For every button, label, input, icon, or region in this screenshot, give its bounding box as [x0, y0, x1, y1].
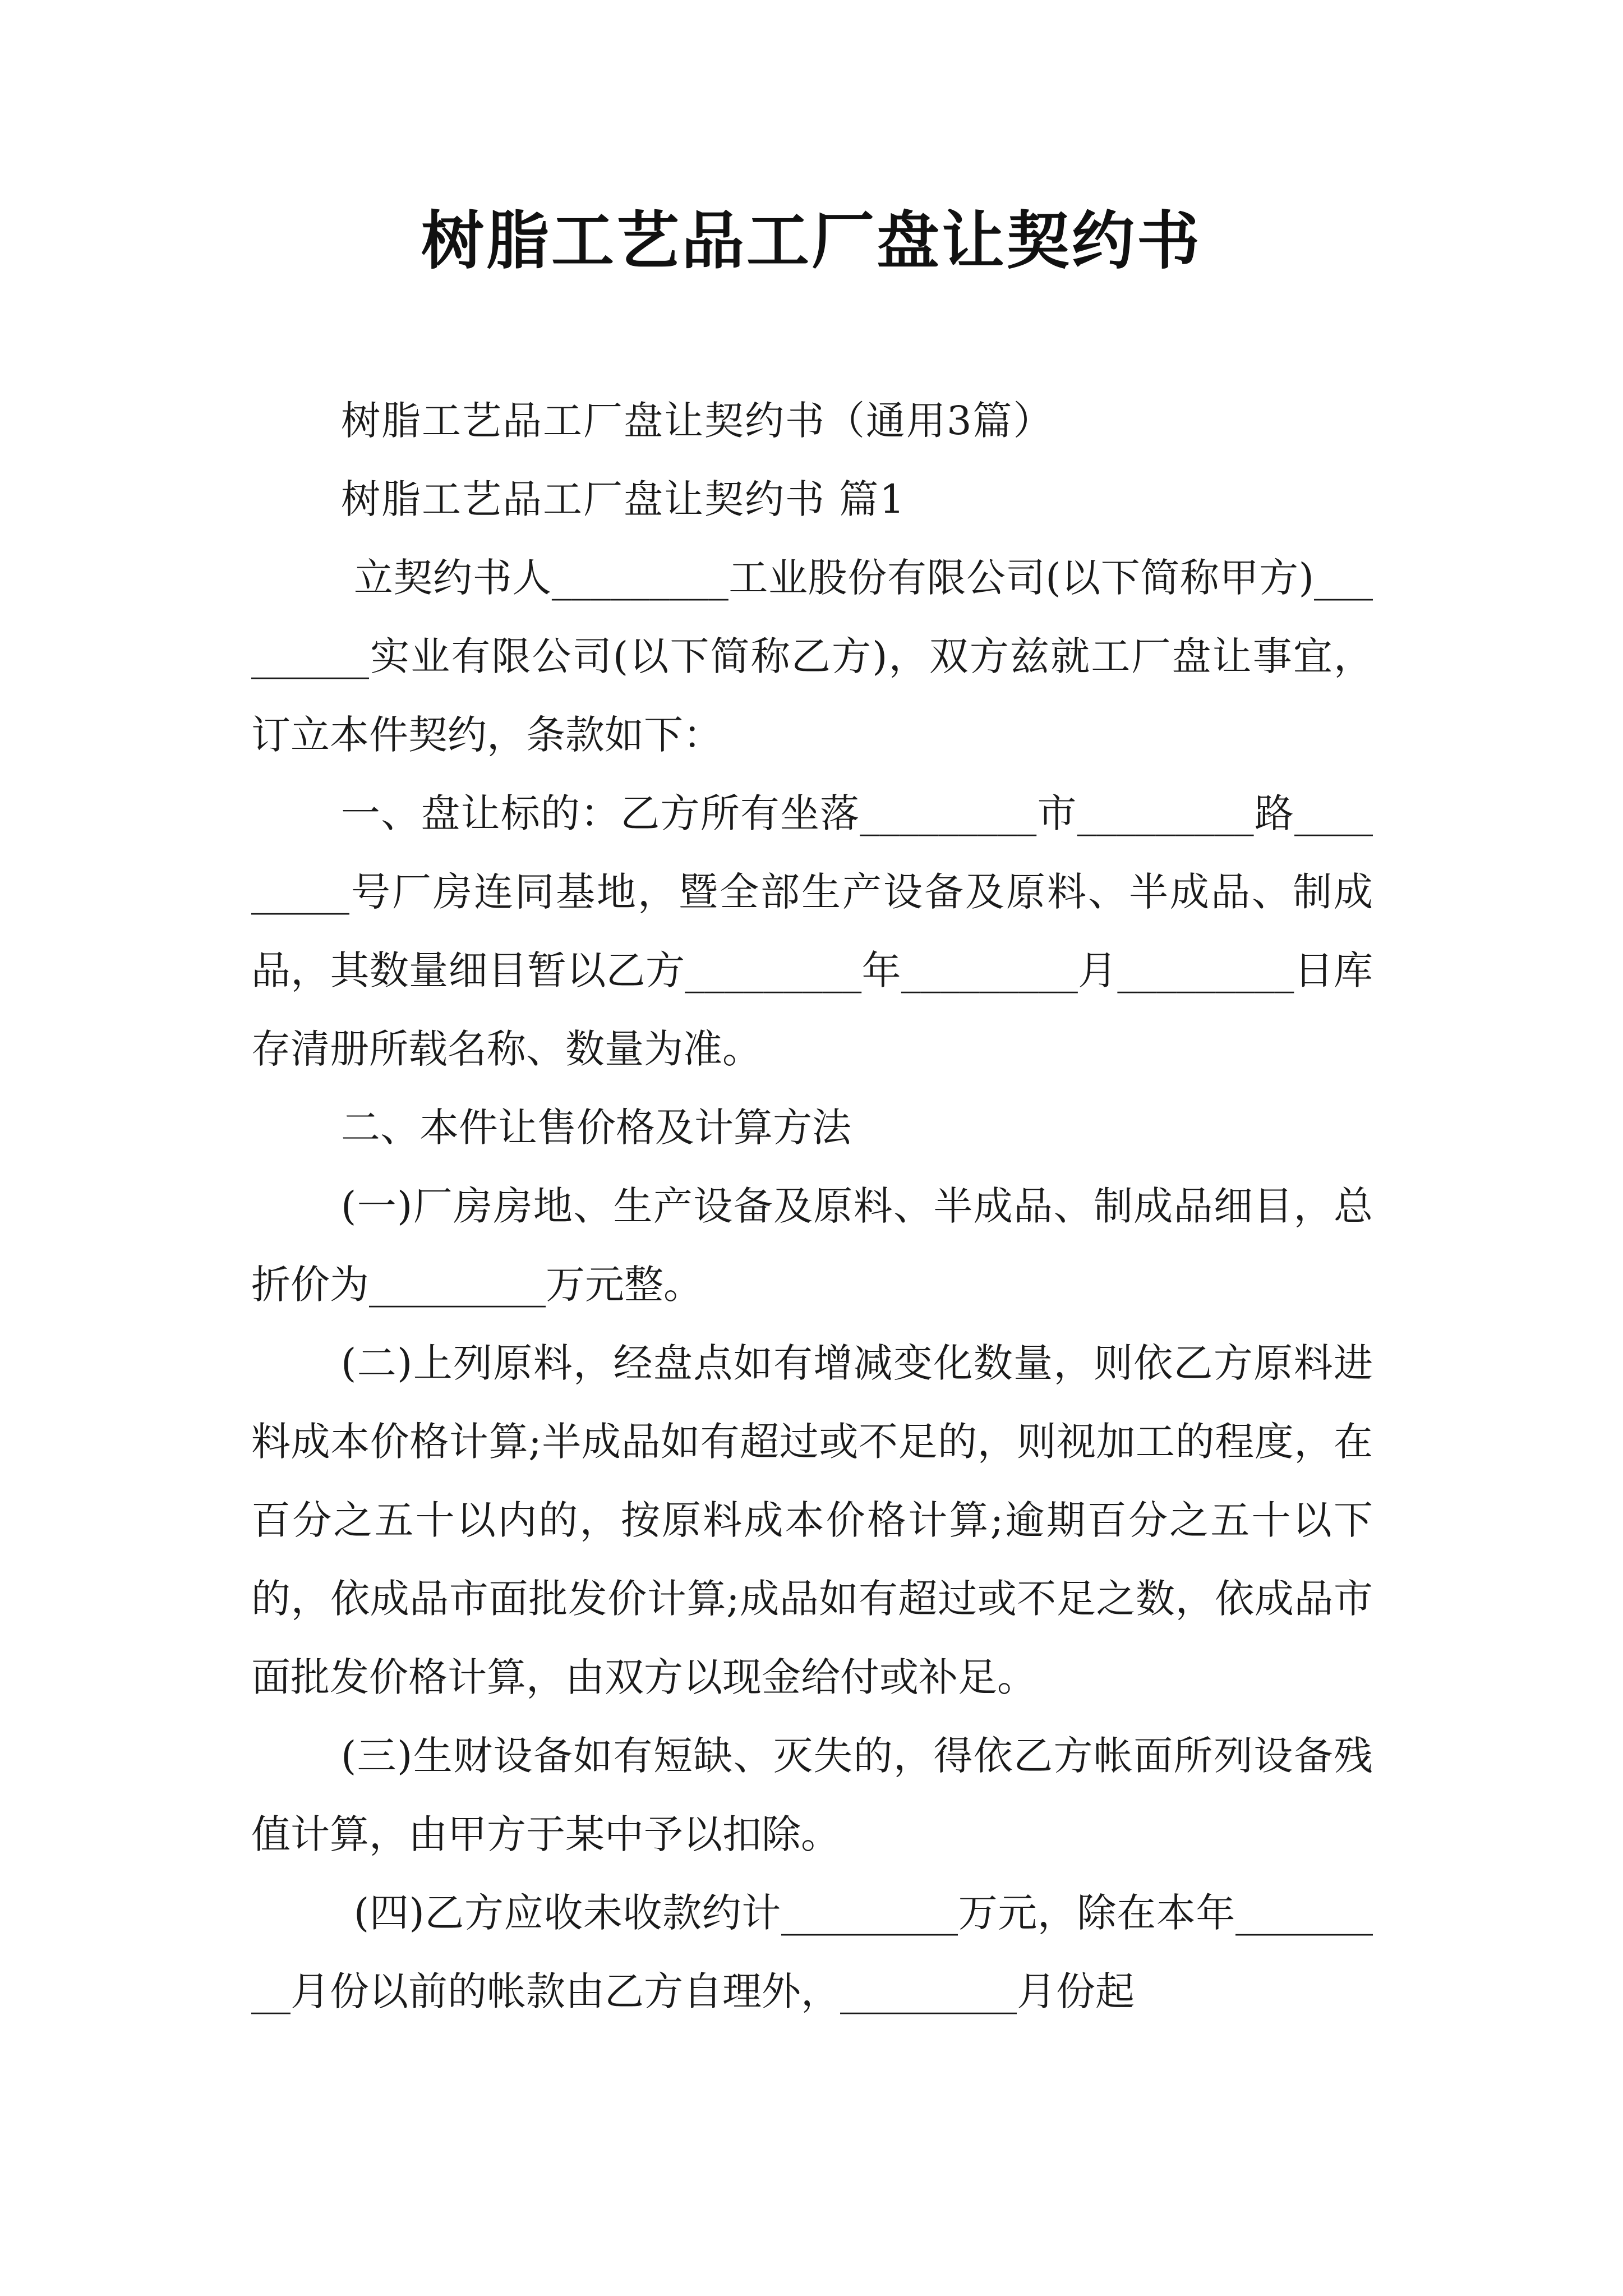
paragraph: 立契约书人_________工业股份有限公司(以下简称甲方)_________实业有限公司(以下简称乙方)，双方兹就工厂盘让事宜，订立本件契约，条款如下： — [251, 555, 1373, 758]
paragraph: (一)厂房房地、生产设备及原料、半成品、制成品细目，总折价为_________万元整。 — [251, 1183, 1373, 1308]
paragraph: (三)生财设备如有短缺、灭失的，得依乙方帐面所列设备残值计算，由甲方于某中予以扣除。 — [251, 1733, 1373, 1857]
paragraph: 二、本件让售价格及计算方法 — [341, 1105, 851, 1151]
document-body — [251, 381, 1373, 2031]
part-heading: 树脂工艺品工厂盘让契约书 篇1 — [341, 476, 906, 522]
document-subtitle: 树脂工艺品工厂盘让契约书（通用3篇） — [341, 398, 1054, 444]
document-title: 树脂工艺品工厂盘让契约书 — [421, 204, 1202, 278]
paragraph: 一、盘让标的：乙方所有坐落_________市_________路_________号厂房连同基地，暨全部生产设备及原料、半成品、制成品，其数量细目暂以乙方_________年_________月_________日库存清册所载名称、数量为准。 — [251, 790, 1373, 1072]
paragraph: (四)乙方应收未收款约计_________万元，除在本年_________月份以前的帐款由乙方自理外，_________月份起 — [251, 1890, 1373, 2014]
paragraph: (二)上列原料，经盘点如有增减变化数量，则依乙方原料进料成本价格计算;半成品如有超过或不足的，则视加工的程度，在百分之五十以内的，按原料成本价格计算;逾期百分之五十以下的，依成品市面批发价计算;成品如有超过或不足之数，依成品市面批发价格计算，由双方以现金给付或补足。 — [251, 1340, 1373, 1700]
